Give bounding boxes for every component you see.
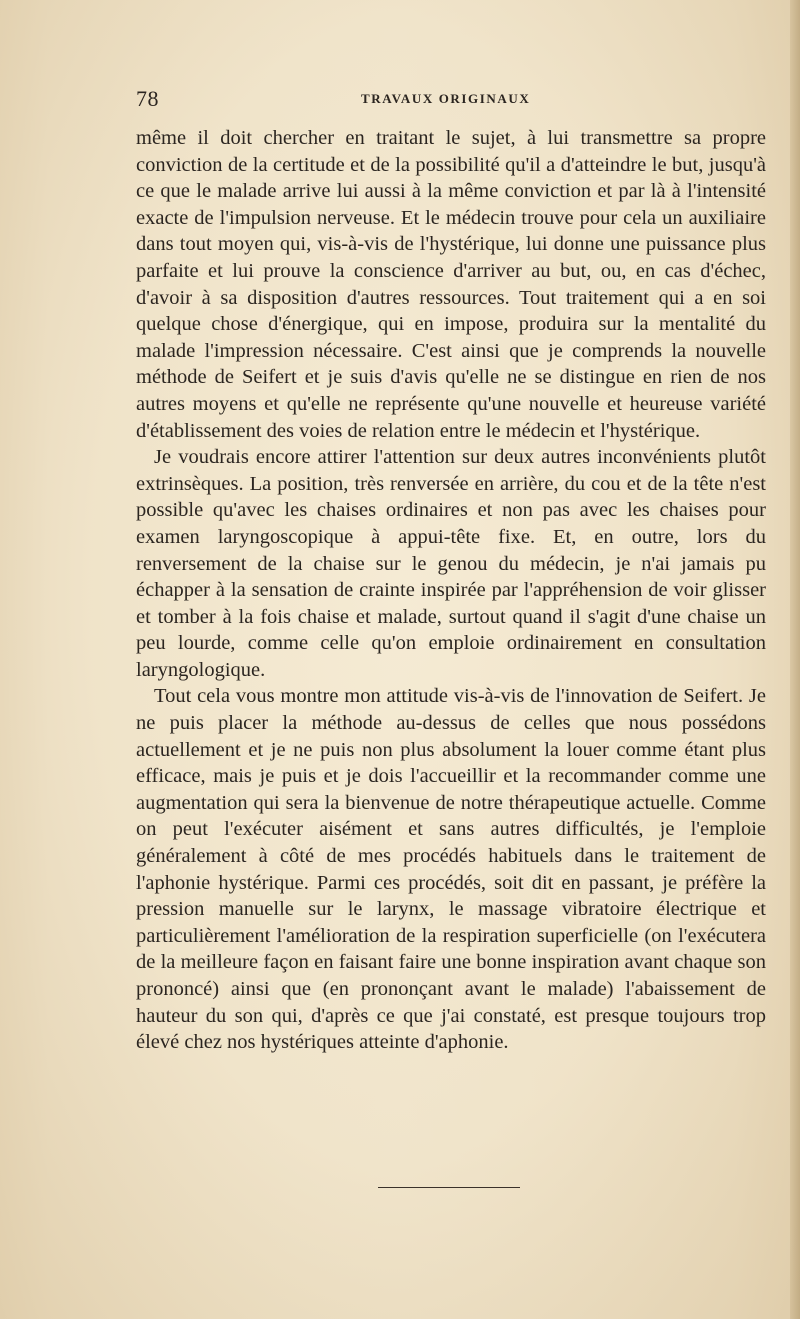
running-head: TRAVAUX ORIGINAUX bbox=[361, 91, 531, 106]
paragraph-3: Tout cela vous montre mon attitude vis-à-vis de l'innovation de Seifert. Je ne puis placer la méthode au-dessus de celles que nous possédons actuellement et je ne puis non plus absolument la louer comme étant plus efficace, mais je puis et je dois l'accueillir et la recommander comme une augmentation qui sera la bienvenue de notre thérapeutique actuelle. Comme on peut l'exécuter aisément et sans autres difficultés, je l'emploie généralement à côté de mes procédés habituels dans le traitement de l'aphonie hystérique. Parmi ces procédés, soit dit en passant, je préfère la pression manuelle sur le larynx, le massage vibratoire électrique et particulièrement l'amélioration de la respiration superficielle (on l'exécutera de la meilleure façon en faisant faire une bonne inspiration avant chaque son prononcé) ainsi que (en prononçant avant le malade) l'abaissement de hauteur du son qui, d'après ce que j'ai constaté, est presque toujours trop élevé chez nos hystériques atteinte d'aphonie. bbox=[136, 685, 766, 1054]
end-rule bbox=[378, 1187, 520, 1188]
paragraph-1: même il doit chercher en traitant le sujet, à lui transmettre sa propre conviction de la certitude et de la possibilité qu'il a d'atteindre le but, jusqu'à ce que le malade arrive lui aussi à la même conviction et par là à l'intensité exacte de l'impulsion nerveuse. Et le médecin trouve pour cela un auxiliaire dans tout moyen qui, vis-à-vis de l'hystérique, lui donne une puissance plus parfaite et lui prouve la conscience d'arriver au but, ou, en cas d'échec, d'avoir à sa disposition d'autres ressources. Tout traitement qui a en soi quelque chose d'énergique, qui en impose, produira sur la mentalité du malade l'impression nécessaire. C'est ainsi que je comprends la nouvelle méthode de Seifert et je suis d'avis qu'elle ne se distingue en rien de nos autres moyens et qu'elle ne représente qu'une nouvelle et heureuse variété d'établissement des voies de relation entre le médecin et l'hystérique. bbox=[136, 127, 766, 442]
body-text bbox=[136, 125, 766, 1056]
page-edge-shadow bbox=[790, 0, 800, 1319]
page-header bbox=[136, 86, 766, 116]
page-number: 78 bbox=[136, 86, 159, 111]
paragraph-2: Je voudrais encore attirer l'attention sur deux autres inconvénients plutôt extrinsèques. La position, très renversée en arrière, du cou et de la tête n'est possible qu'avec les chaises ordinaires et non pas avec les chaises pour examen laryngoscopique à appui-tête fixe. Et, en outre, lors du renversement de la chaise sur le genou du médecin, je n'ai jamais pu échapper à la sensation de crainte inspirée par l'appréhension de voir glisser et tomber à la fois chaise et malade, surtout quand il s'agit d'une chaise un peu lourde, comme celle qu'on emploie ordinairement en consultation laryngologique. bbox=[136, 446, 766, 681]
